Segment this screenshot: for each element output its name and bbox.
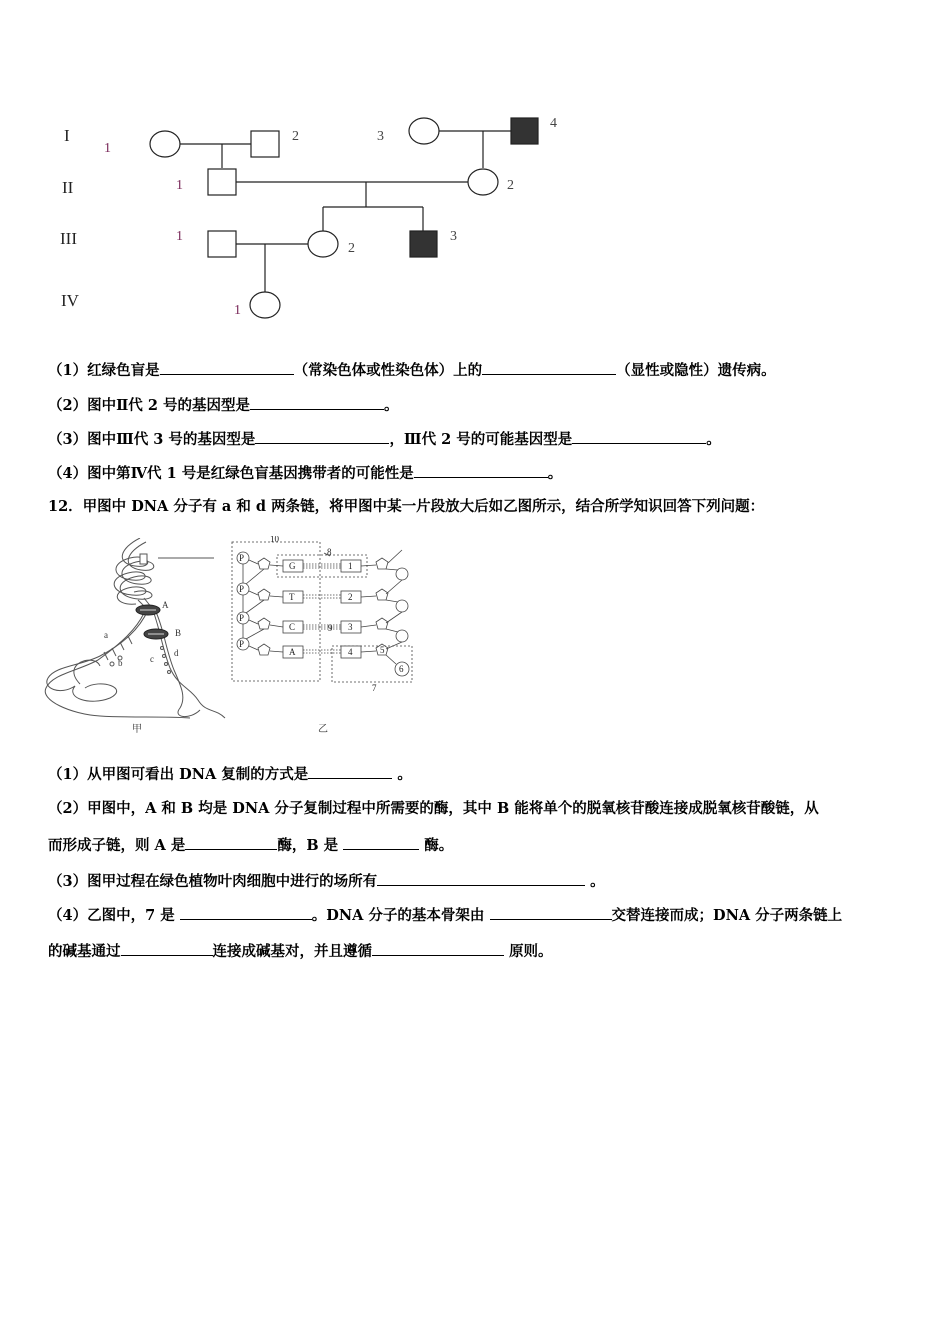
label-6: 6 [399, 664, 404, 674]
base-left-3: C [289, 622, 296, 632]
jia-label-A: A [162, 600, 169, 610]
male-III-3-affected [410, 231, 437, 257]
generation-label-I: I [64, 126, 70, 145]
q12-line-2 [48, 799, 819, 819]
q12-title [48, 497, 764, 517]
label-I-2: 2 [292, 129, 299, 144]
label-III-1: 1 [176, 229, 183, 244]
q11-l3-text-a: （3）图中Ⅲ代 3 号的基因型是 [48, 431, 256, 448]
base-left-2: T [289, 592, 295, 602]
q11-l4-text-a: （4）图中第Ⅳ代 1 号是红绿色盲基因携带者的可能性是 [48, 465, 414, 482]
q12-line-2b [48, 835, 453, 856]
jia-label-d: d [174, 648, 179, 658]
q12-l3-text-b: 。 [590, 873, 605, 890]
base-right-1: 1 [348, 561, 353, 571]
q12-l3-text-a: （3）图甲过程在绿色植物叶肉细胞中进行的场所有 [48, 873, 378, 890]
jia-label-B: B [175, 628, 182, 638]
base-left-1: G [289, 561, 296, 571]
q12-blank-6[interactable] [490, 905, 612, 920]
q12-blank-8[interactable] [372, 941, 504, 956]
generation-label-II: II [62, 178, 74, 197]
jia-label-b: b [118, 658, 123, 668]
label-I-3: 3 [377, 129, 384, 144]
q11-blank-6[interactable] [414, 463, 548, 478]
q12-line-3 [48, 871, 605, 892]
male-II-1 [208, 169, 236, 195]
q12-line-4 [48, 905, 842, 926]
q11-l2-text-a: （2）图中Ⅱ代 2 号的基因型是 [48, 397, 250, 414]
q11-l3-text-b: ，Ⅲ代 2 号的可能基因型是 [389, 431, 573, 448]
label-III-3: 3 [450, 229, 457, 244]
q12-blank-2[interactable] [185, 835, 277, 850]
figure-jia-caption: 甲 [132, 724, 142, 735]
figure-yi-caption: 乙 [318, 724, 328, 735]
q12-blank-3[interactable] [343, 835, 419, 850]
label-III-2: 2 [348, 241, 355, 256]
q11-l1-text-c: （显性或隐性）遗传病。 [616, 362, 776, 379]
dna-structure-drawing [226, 536, 426, 696]
q12-l1-text-a: （1）从甲图可看出 DNA 复制的方式是 [48, 766, 309, 783]
q12-line-4b [48, 941, 553, 962]
q11-l3-text-c: 。 [706, 431, 721, 448]
q12-l2b-text-b: 酶，B 是 [277, 837, 339, 854]
q12-l4b-text-c: 原则。 [509, 943, 553, 960]
female-I-3 [409, 118, 439, 144]
q12-blank-1[interactable] [308, 764, 392, 779]
q11-blank-4[interactable] [255, 429, 389, 444]
q11-l1-text-b: （常染色体或性染色体）上的 [293, 362, 483, 379]
q11-blank-3[interactable] [250, 395, 384, 410]
phosphate-2: P [239, 584, 245, 594]
label-I-4: 4 [550, 116, 557, 131]
label-IV-1: 1 [234, 303, 241, 318]
male-I-2 [251, 131, 279, 157]
jia-label-c: c [150, 654, 154, 664]
q12-l4b-text-b: 连接成碱基对，并且遵循 [212, 943, 372, 960]
q12-l4b-text-a: 的碱基通过 [48, 943, 121, 960]
base-right-3: 3 [348, 622, 353, 632]
male-III-1 [208, 231, 236, 257]
base-right-2: 2 [348, 592, 353, 602]
female-I-1 [150, 131, 180, 157]
base-right-4: 4 [348, 647, 353, 657]
jia-label-a: a [104, 630, 108, 640]
q12-blank-5[interactable] [180, 905, 312, 920]
q12-l4-text-c: 交替连接而成；DNA 分子两条链上 [611, 907, 843, 924]
q12-title-text: 12．甲图中 DNA 分子有 a 和 d 两条链，将甲图中某一片段放大后如乙图所示，结合所学知识回答下列问题： [48, 498, 765, 515]
phosphate-1: P [239, 553, 245, 563]
label-I-1: 1 [104, 141, 111, 156]
q11-l4-text-b: 。 [547, 465, 563, 482]
q12-line-1 [48, 764, 412, 785]
q11-blank-5[interactable] [572, 429, 706, 444]
q11-blank-2[interactable] [482, 360, 616, 375]
base-left-4: A [289, 647, 296, 657]
label-10: 10 [270, 536, 279, 544]
q11-line-2 [48, 395, 399, 416]
q11-line-1 [48, 360, 776, 381]
q11-line-4 [48, 463, 562, 484]
q12-blank-4[interactable] [377, 871, 585, 886]
q11-blank-1[interactable] [160, 360, 294, 375]
q12-blank-7[interactable] [121, 941, 213, 956]
label-8: 8 [327, 547, 332, 557]
q12-l2b-text-c: 酶。 [424, 837, 454, 854]
label-II-1: 1 [176, 178, 183, 193]
q12-l2b-text-a: 而形成子链，则 A 是 [48, 837, 186, 854]
phosphate-4: P [239, 639, 245, 649]
q12-l2-text: （2）甲图中，A 和 B 均是 DNA 分子复制过程中所需要的酶，其中 B 能将单个的脱氧核苷酸连接成脱氧核苷酸链，从 [48, 800, 819, 817]
q12-l1-text-b: 。 [397, 766, 412, 783]
label-5: 5 [380, 645, 385, 655]
generation-label-III: III [60, 229, 77, 248]
female-III-2 [308, 231, 338, 257]
q11-l2-text-b: 。 [384, 397, 399, 414]
male-I-4-affected [511, 118, 538, 144]
pedigree-chart [0, 0, 950, 340]
label-9: 9 [328, 623, 333, 633]
q12-l4-text-b: 。DNA 分子的基本骨架由 [311, 907, 485, 924]
generation-label-IV: IV [61, 291, 79, 310]
phosphate-3: P [239, 613, 245, 623]
replication-drawing [40, 538, 230, 723]
label-7: 7 [372, 683, 377, 693]
female-II-2 [468, 169, 498, 195]
female-IV-1 [250, 292, 280, 318]
q11-l1-text-a: （1）红绿色盲是 [48, 362, 160, 379]
q12-l4-text-a: （4）乙图中，7 是 [48, 907, 175, 924]
label-II-2: 2 [507, 178, 514, 193]
q11-line-3 [48, 429, 721, 450]
